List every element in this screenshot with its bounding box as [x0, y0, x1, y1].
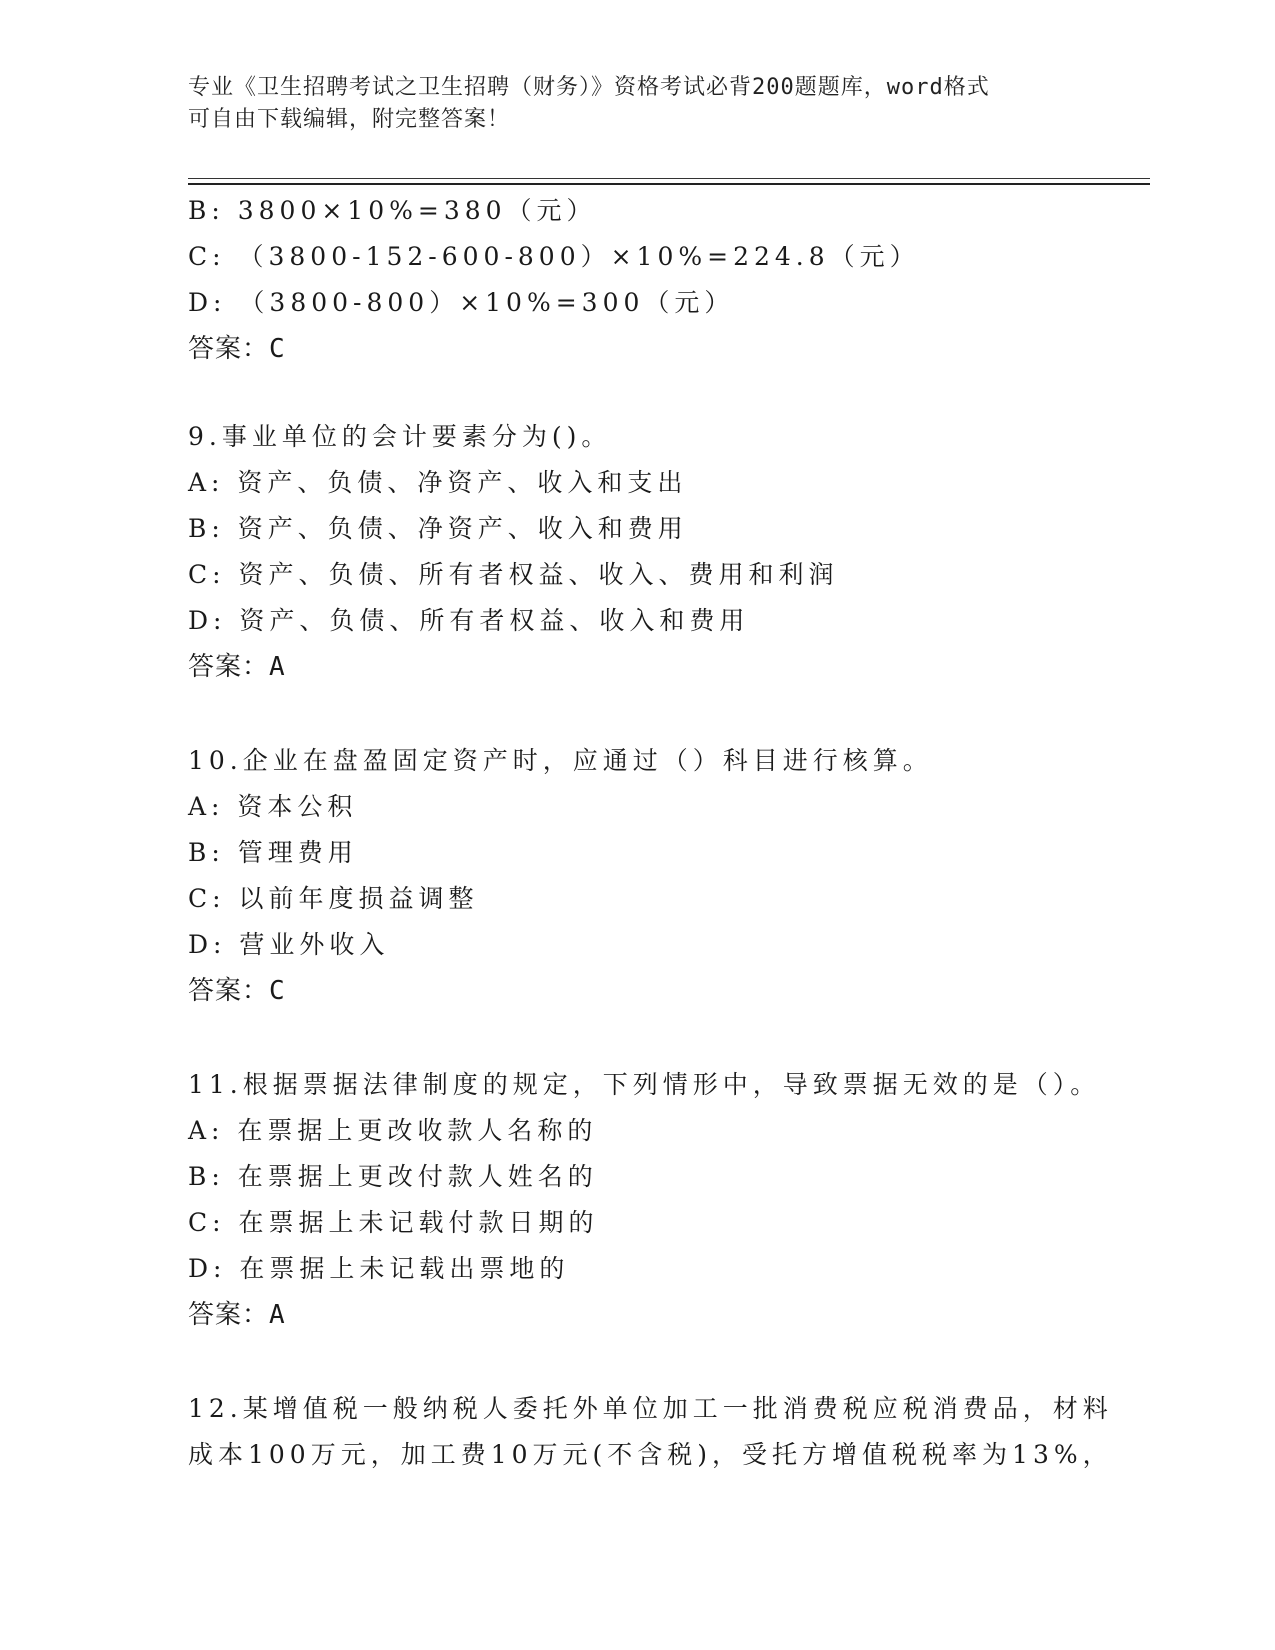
question-stem: 10.企业在盘盈固定资产时，应通过（）科目进行核算。 [188, 746, 933, 775]
answer-label: 答案：C [188, 976, 286, 1006]
question-list [188, 188, 1148, 1478]
header-line-2: 可自由下载编辑，附完整答案！ [188, 107, 511, 132]
option-a: A: 在票据上更改收款人名称的 [188, 1116, 598, 1145]
option-c: C: 以前年度损益调整 [188, 884, 479, 913]
question-9 [188, 414, 1148, 690]
question-stem: 9.事业单位的会计要素分为()。 [188, 422, 612, 451]
option-d: D: 在票据上未记载出票地的 [188, 1254, 570, 1283]
question-12 [188, 1386, 1148, 1478]
option-b: B: 管理费用 [188, 838, 358, 867]
option-b: B: 在票据上更改付款人姓名的 [188, 1162, 598, 1191]
answer-label: 答案：A [188, 1300, 286, 1330]
question-11 [188, 1062, 1148, 1338]
answer-label: 答案：C [188, 334, 286, 364]
header-divider-thin [188, 178, 1150, 179]
header-line-1: 专业《卫生招聘考试之卫生招聘（财务）》资格考试必背200题题库，word格式 [188, 75, 990, 100]
option-d: D: （3800-800）×10%=300（元） [188, 288, 735, 317]
document-header [188, 72, 1088, 136]
option-c: C: （3800-152-600-800）×10%=224.8（元） [188, 242, 920, 271]
option-a: A: 资本公积 [188, 792, 358, 821]
option-c: C: 在票据上未记载付款日期的 [188, 1208, 599, 1237]
answer-label: 答案：A [188, 652, 286, 682]
option-b: B: 资产、负债、净资产、收入和费用 [188, 514, 688, 543]
option-a: A: 资产、负债、净资产、收入和支出 [188, 468, 688, 497]
option-d: D: 营业外收入 [188, 930, 390, 959]
question-stem-line-2: 成本100万元，加工费10万元(不含税)，受托方增值税税率为13%， [188, 1440, 1113, 1469]
option-c: C: 资产、负债、所有者权益、收入、费用和利润 [188, 560, 839, 589]
header-divider-thick [188, 183, 1150, 185]
question-10 [188, 738, 1148, 1014]
option-d: D: 资产、负债、所有者权益、收入和费用 [188, 606, 750, 635]
question-stem: 11.根据票据法律制度的规定，下列情形中，导致票据无效的是（）。 [188, 1070, 1101, 1099]
question-stem-line-1: 12.某增值税一般纳税人委托外单位加工一批消费税应税消费品，材料 [188, 1394, 1113, 1423]
option-b: B: 3800×10%=380（元） [188, 196, 597, 225]
question-8-continued [188, 188, 1148, 372]
